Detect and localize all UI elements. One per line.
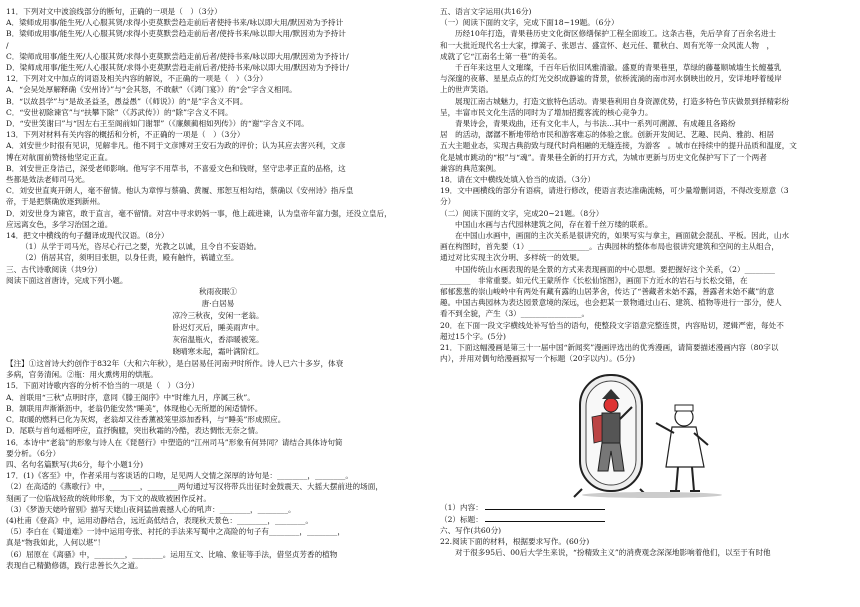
passage-1-line: 和一大批近现代名士大家，撑篙子、张恩吉、盛宣怀、赵元任、瞿秋白、周有光等一众风流人物 ， [440,40,775,50]
q20-stem: 20．在下面一段文字横线处补写恰当的语句，使整段文字语意完整连贯，内容贴切，逻辑严密，每处不 [440,320,784,330]
q17-line: 刻画了一位临战轻敌的统帅形象，为下文的战败被困作反衬。 [6,493,212,503]
section-5-heading: 五、语言文字运用(共16分) [440,7,532,16]
passage-2-line: 看不到全貌，产生（3）________________。 [440,309,590,319]
q12-option-c: C．“安世初除谏官”与“扶攀下除”（《苏武传》）的“除”字含义不同。 [6,107,233,117]
passage-1-line: 呈，丰富市民文化生活的同时为了增加招揽客流的核心竞争力。 [440,107,653,117]
q11-option-d: D．梁师成用事/能生死/人心服其贤/求得小吏莫默尝趋走前后者/使持书来/咏以即大用/默因劝为予持计/ [6,63,349,73]
q11-stem: 11．下列对文中波浪线部分的断句，正确的一项是（ ）（3分） [6,7,222,16]
q15-stem: 15．下面对诗歌内容的分析不恰当的一项是（ ）（3分） [6,381,199,391]
passage-2-line: 郁郁葱葱的崇山峻岭中有两处有藏有露的山居茅舍，传达了“善藏者未始不露，善露者未始不藏”的意 [440,287,775,297]
q17-line: 真是“物我如此，人何以堪”！ [6,538,105,548]
passage-2-line: 通过对比实现主次分明、多样统一的效果。 [440,253,585,263]
passage-1-line: 五大主题业态，实现古典韵致与现代时尚相融的无缝连接，为游客 。城市在持续中的提升品质和温度，文 [440,141,797,151]
answer-title-text: （2）标题： [440,514,483,524]
passage-1-line: 千百年来这里人文璀璨，千百年后依旧风雅清澈。盛夏的青果巷里，草绿的藤蔓顺城墙生长缠蔓乳 [455,63,782,73]
poem-note: 【注】①这首诗大约创作于832年（大和六年秋），是白居易任河南尹时所作。诗人已六十多岁，体衰 [6,359,344,369]
q17-line: （2）在高适的《燕歌行》中，________，________两句通过写汉将带兵出征时金鼓震天、大摇大摆前进的场面， [6,482,383,492]
passage-1-line: 兼容的典范案例。 [440,163,501,173]
q11-option-b-cont: / [6,40,9,50]
q17-line: 17．(1)《客至》中，作者采用与客谈话的口吻，足见两人交情之深厚的诗句是：________，________。 [6,471,353,481]
poem-author: 唐·白居易 [201,299,235,309]
q16-stem: 16．本诗中“老翁”的形象与诗人在《琵琶行》中塑造的“江州司马”形象有何异同？请结合具体诗句简 [6,437,343,447]
q12-option-d: D．“安世笑谢曰”与“因左右王至阁前如门谢罪”（《廉颇蔺相如列传》）的“谢”字含义不同。 [6,119,309,129]
answer-title-label [440,513,854,525]
passage-2-line: ________ 非常重要。如元代王蒙所作《长松仙馆图》，画面下方近水的岩石与长松交错，在 [440,275,748,285]
cartoon-illustration [452,371,852,499]
q17-line: 表现自己精勤修德，践行忠善长久之道。 [6,560,143,570]
q14-stem: 14．把文中横线的句子翻译成现代汉语。（8分） [6,231,169,241]
passage-1-line: 展现江南古城魅力，打造文旅特色活动。青果巷利用自身资源优势，打造多特色节庆做景到择精彩纷 [455,96,790,106]
passage-1-line: 与深邃的夜幕、星星点点的灯光交织成静谧的背景，依桥流淌的南市河水倒映出皎月，安详地呼着缓岸 [440,74,782,84]
q13-line: 帝，于是把蔡确放逐到新州。 [6,197,105,207]
q12-option-a: A．“会吴处厚解释确《安州诗》”与“会其怒，不敢献”（《鸿门宴》）的“会”字含义相同。 [6,85,297,95]
answer-content-text: （1）内容： [440,502,483,512]
part-1-heading: （一）阅读下面的文字，完成下面18~19题。（6分） [440,18,619,28]
q16-stem-cont: 要分析。（6分） [6,448,61,458]
q15-option-b: B．颔联用声渐渐沥中，老翁仍能安然“睡美”，体现他心无所愿的闲适情怀。 [6,403,263,413]
passage-1-line: 居 的活动，潺潺不断地带给市民和游客难忘的体验之旅。创新开发阅记、艺趣、民尚、雅韵、相居 [440,130,775,140]
person-figure [656,405,708,491]
section-4-heading: 四、名句名篇默写(共6分，每个小题1分) [6,459,144,469]
right-column [440,6,854,559]
q13-line: 博在对航面前赞扬他坚定正直。 [6,152,113,162]
answer-title-blank[interactable] [485,513,605,522]
poem-intro: 阅读下面这首唐诗，完成下列小题。 [6,275,128,285]
passage-2-line: 在中国山水画中，画面的主次关系是很讲究的，如果写实与拿主，画面就会混乱、平板。因此，山水 [455,231,790,241]
part-2-heading: （二）阅读下面的文字，完成20~21题。（8分） [440,208,604,218]
poem-line: 灰宿温瓶火，香添暖被笼。 [172,335,264,345]
poem-line: 凉冷三秋夜，安闲一老翁。 [172,311,264,321]
passage-1-line: 青果诗会，青果戏曲，还有文化丰人，与书法...其中一系列可溯源、有成趣且各路纷 [455,119,736,129]
poem-note-cont: 多病，官务清闲。②瓶：用火熏烤用的烘瓶。 [6,370,158,380]
left-column [6,6,430,571]
q18-stem: 18．请在文中横线处填入恰当的成语。（3分） [440,175,595,185]
q12-stem: 12．下列对文中加点的词语及相关内容的解说，不正确的一项是（ ）（3分） [6,74,268,84]
q15-option-d: D．尾联与首句遥相呼应，直抒胸臆，突出秋霜的冷酷，表达惆怅无奈之情。 [6,426,263,436]
q14-item-1: （1）从学于司马光，咨尽心行己之要，光教之以诚，且令自不妄语始。 [21,242,262,252]
passage-2-line: 趣。中国古典园林为表达园景意境的深远，也会把某一景物通过山石、建筑、植物等进行一部分，使人 [440,298,782,308]
passage-1-line: 历经10年打造，青果巷历史文化街区修缮保护工程全面竣工。这条古巷，先后孕育了百余名进士 [455,29,777,39]
passage-2-line: 中国山水画与古代园林建筑之间，存在着千丝万缕的联系。 [455,219,653,229]
passage-2-line: 中国传统山水画表现的是全景的方式来表现画面的中心思想。要把握好这个关系，（2）________ [455,264,775,274]
q17-line: (4)杜甫《登高》中，运用动静结合，远近高低结合，表现秋天景色：________，________。 [6,515,313,525]
q13-line: 应远离女色，多学习治国之道。 [6,219,113,229]
floor-shadow [582,492,722,498]
q13-stem: 13．下列对材料有关内容的概括和分析，不正确的一项是（ ）（3分） [6,130,245,140]
q13-line: C．刘安世直爽开朗人，毫不留情。他认为章惇与蔡确、黄履、邢恕互相勾结，蔡确以《安州诗》指斥皇 [6,186,354,196]
passage-1-line: 上的世声笑语。 [440,85,494,95]
q12-option-b: B．“以故县学”与“是故圣益圣，愚益愚”（《师说》）的“是”字含义不同。 [6,96,248,106]
q21-stem: 21．下面这幅漫画是第三十一届中国“新闻奖”漫画评选出的优秀漫画，请简要描述漫画内容（80字以 [440,343,779,353]
answer-content-label [440,501,854,513]
passage-1-line: 化是城市跳动的“根”与“魂”。青果巷全新的打开方式，为城市更新与历史文化保护写下了一个两者 [440,152,767,162]
q20-stem-cont: 超过15个字。(5分) [440,331,506,341]
q17-line: （5）李白在《蜀道难》一诗中运用夸张、衬托的手法来写蜀中之高险的句子有________，________， [6,527,345,537]
poem-line: 晓晴寒未起，霜叶满阶红。 [172,347,264,357]
q13-line: D．刘安世身为谏官，敢于直言，毫不留情。对宫中寻求奶妈一事，他上疏进谏，认为皇帝年富力强，还没立皇后， [6,208,392,218]
answer-content-blank[interactable] [485,501,605,510]
passage-2-line: 画在构图时，首先要（1）________________。古典园林的整体布局也很讲究建筑和空间的主从组合， [440,242,779,252]
q15-option-a: A．首联用“三秋”点明时序，意同《滕王阁序》中“时维九月，序属三秋”。 [6,392,255,402]
q21-stem-cont: 内），并用对偶句给漫画拟写一个标题（20字以内）。(5分) [440,354,636,364]
section-6-heading: 六、写作(共60分) [440,525,502,535]
q11-option-b: B．梁师成用事/能生死/人心服其贤/求得小吏莫默尝趋走前后者/使持书来/咏以即大用/默因劝为予持计 [6,29,346,39]
passage-1-line: 成就了它“江南名士第一巷”的美名。 [440,51,562,61]
q17-line: （3）《梦游天姥吟留别》描写天姥山夜间猛兽震撼人心的吼声：________，________。 [6,504,296,514]
q14-item-2: （2）俏居其官，须明目张胆，以身任责，殿有触忤，祸谴立至。 [21,253,239,263]
q11-option-a: A．梁师成用事/能生死/人心服其贤/求得小吏莫默尝趋走前后者使持书来/咏以即大用/默因劝为予持计 [6,18,344,28]
poem-block [6,286,430,358]
cartoon-svg [452,371,852,499]
q13-line: 些都是效法老师司马光。 [6,175,90,185]
q13-line: A．刘安世少时很有见识，见解非凡。他不同于文彦博对王安石为政的评价；认为其应去害兴利，文彦 [6,141,346,151]
section-3-heading: 三、古代诗歌阅读（共9分） [6,264,102,274]
poem-line: 卧迟灯灭后，睡美雨声中。 [172,323,264,333]
mirror-leg [574,489,582,497]
q19-stem: 19．文中画横线的部分有语病，请进行修改，使语言表达准确流畅，可少量增删词语，不得改变原意（3 [440,186,789,196]
q22-stem: 22.阅读下面的材料，根据要求写作。(60分) [440,537,590,547]
poem-title: 秋雨夜眠① [199,287,237,297]
q22-text: 对于很多95后、00后大学生来说，“扮精致主义”的消费观念深深地影响着他们，以至于有时他 [455,548,771,558]
q15-option-c: C．取暖的燃料已化为灰烬，老翁却又往香薰被笼里添加香料，与“睡美”形成照应。 [6,415,286,425]
q13-line: B．刘安世正身洁己，深受老师影响。他写字不用草书，不喜爱文色和钱财，坚守忠孝正直的品格，这 [6,163,346,173]
q19-stem-cont: 分） [440,197,456,207]
q17-line: （6）屈原在《离骚》中，________，________。运用互文、比喻、象征等手法，借坚贞芳香的植物 [6,549,338,559]
q11-option-c: C．梁师成用事/能生死/人心服其贤/求得小吏莫默尝趋走前后者/使持书来/咏以即大用/默因劝为予持计/ [6,51,349,61]
